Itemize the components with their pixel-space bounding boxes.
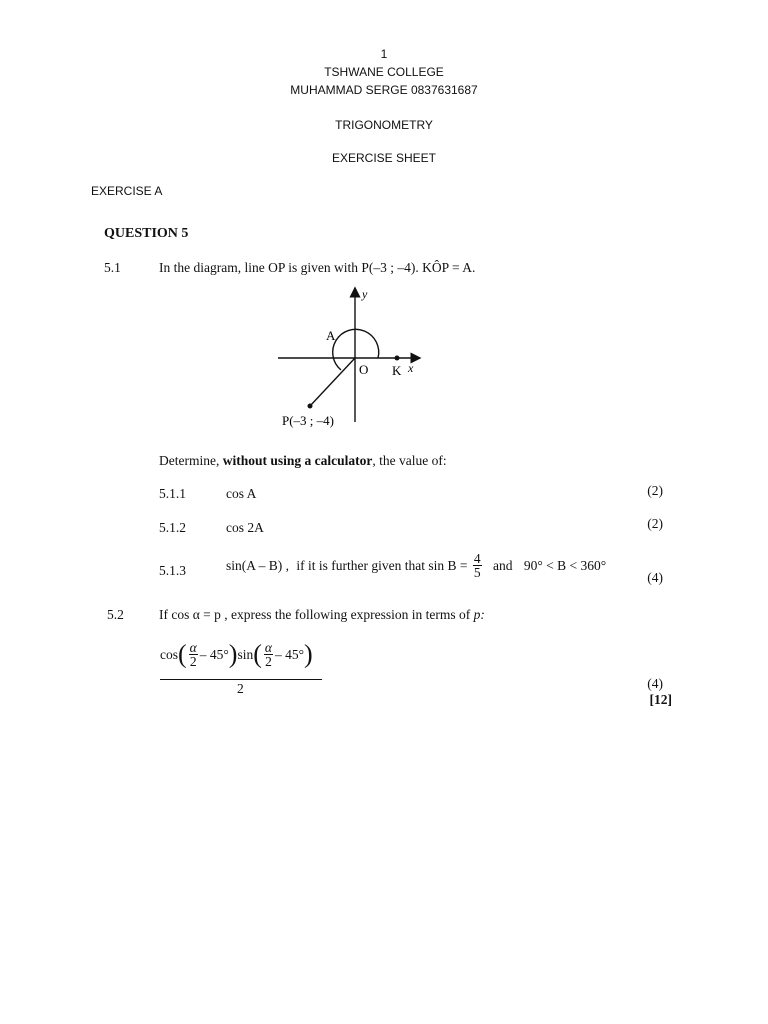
- sheet-title: EXERCISE SHEET: [331, 151, 437, 165]
- q513-number: 5.1.3: [159, 563, 186, 578]
- alpha-over-two-1: [189, 641, 198, 668]
- q513-line: [226, 552, 606, 579]
- two-2: 2: [265, 654, 272, 669]
- unit-circle-diagram: [270, 282, 430, 432]
- fraction-bar: [160, 679, 322, 680]
- paren-open-1: (: [178, 639, 187, 669]
- two-1: 2: [189, 654, 197, 669]
- q512-expression: cos 2A: [226, 520, 264, 535]
- q512-marks: (2): [647, 516, 663, 531]
- q513-frac-num: 4: [473, 551, 481, 566]
- expr-cos: cos: [160, 647, 178, 662]
- expr-sin: sin: [237, 647, 254, 662]
- minus-45-1: – 45°: [199, 647, 229, 662]
- q513-range: 90° < B < 360°: [523, 558, 607, 573]
- q52-denominator: 2: [237, 681, 244, 696]
- instruction-suffix: , the value of:: [372, 453, 447, 468]
- q52-number: 5.2: [107, 607, 124, 622]
- q52-text-prefix: If cos α = p , express the following expression in terms of: [159, 607, 471, 622]
- q513-given: if it is further given that sin B =: [296, 558, 468, 573]
- instruction-prefix: Determine,: [159, 453, 223, 468]
- instruction: [159, 453, 447, 469]
- label-a: A: [326, 328, 336, 343]
- label-o: O: [359, 362, 369, 377]
- q513-fraction: [473, 552, 482, 579]
- paren-close-2: ): [304, 639, 313, 669]
- q52-variable: p:: [473, 607, 485, 622]
- q512-number: 5.1.2: [159, 520, 186, 535]
- q52-text: [159, 607, 485, 623]
- q51-text: In the diagram, line OP is given with P(–3 ; –4). KÔP = A.: [159, 260, 476, 275]
- minus-45-2: – 45°: [275, 647, 305, 662]
- paren-open-2: (: [253, 639, 262, 669]
- q513-and: and: [492, 558, 513, 573]
- q513-marks: (4): [647, 570, 663, 585]
- angle-arc: [333, 329, 379, 370]
- question-total: [12]: [649, 692, 672, 707]
- alpha-2: α: [264, 640, 272, 655]
- q51-number: 5.1: [104, 260, 121, 275]
- page-number: 1: [380, 47, 388, 61]
- line-op: [310, 358, 355, 406]
- paren-close-1: ): [228, 639, 238, 669]
- q513-frac-den: 5: [473, 565, 481, 580]
- q52-marks: (4): [647, 676, 663, 691]
- q513-expression: sin(A – B) ,: [226, 558, 290, 573]
- author-contact: MUHAMMAD SERGE 0837631687: [290, 83, 478, 97]
- label-k: K: [392, 363, 402, 378]
- q511-expression: cos A: [226, 486, 257, 501]
- college-name: TSHWANE COLLEGE: [324, 65, 444, 79]
- q511-number: 5.1.1: [159, 486, 186, 501]
- instruction-bold: without using a calculator: [222, 453, 373, 468]
- point-k: [395, 356, 400, 361]
- label-y: y: [362, 287, 368, 301]
- alpha-1: α: [189, 640, 197, 655]
- subject-title: TRIGONOMETRY: [335, 118, 433, 132]
- question-title: QUESTION 5: [104, 226, 189, 241]
- label-x: x: [408, 361, 414, 375]
- q52-expression-numerator: [160, 641, 313, 668]
- exercise-label: EXERCISE A: [91, 184, 163, 198]
- point-p: [308, 404, 313, 409]
- label-p: P(–3 ; –4): [282, 413, 334, 428]
- alpha-over-two-2: [264, 641, 273, 668]
- q511-marks: (2): [647, 483, 663, 498]
